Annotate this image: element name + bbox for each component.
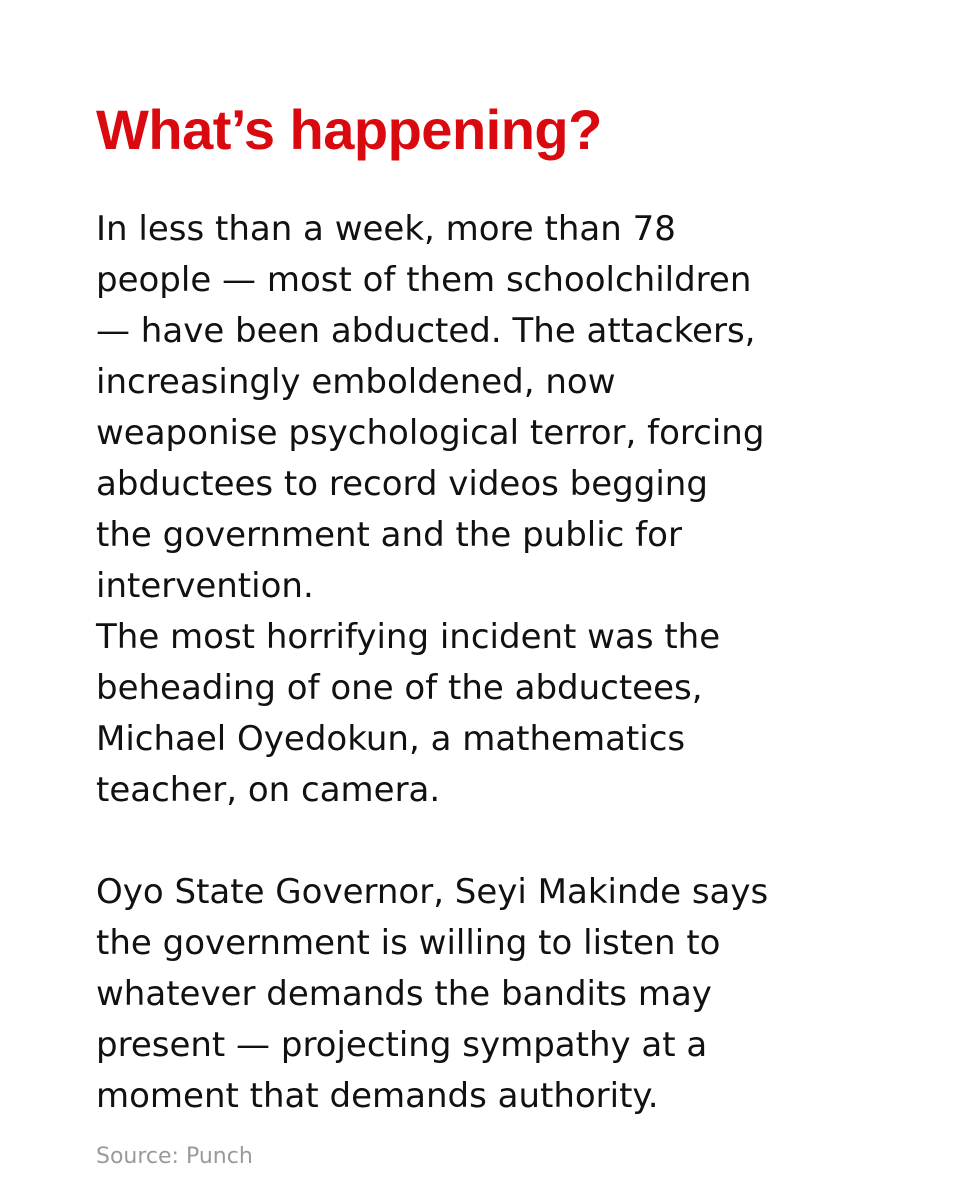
paragraph-line: teacher, on camera. [96, 770, 441, 810]
page-title: What’s happening? [96, 98, 602, 161]
paragraph-line: present — projecting sympathy at a [96, 1025, 708, 1065]
paragraph-line: intervention. [96, 566, 314, 606]
paragraph-beheading [96, 612, 876, 816]
paragraph-line: In less than a week, more than 78 [96, 209, 676, 249]
paragraph-line: Michael Oyedokun, a mathematics [96, 719, 686, 759]
paragraph-line: — have been abducted. The attackers, [96, 311, 756, 351]
paragraph-line: the government is willing to listen to [96, 923, 721, 963]
paragraph-line: Oyo State Governor, Seyi Makinde says [96, 872, 769, 912]
paragraph-line: abductees to record videos begging [96, 464, 708, 504]
article-body [96, 204, 876, 1122]
paragraph-line: The most horrifying incident was the [96, 617, 721, 657]
paragraph-line: beheading of one of the abductees, [96, 668, 703, 708]
paragraph-governor [96, 867, 876, 1122]
paragraph-line: whatever demands the bandits may [96, 974, 712, 1014]
paragraph-abductions [96, 204, 876, 612]
paragraph-line: people — most of them schoolchildren [96, 260, 752, 300]
paragraph-spacer [96, 816, 876, 867]
paragraph-line: weaponise psychological terror, forcing [96, 413, 765, 453]
paragraph-line: the government and the public for [96, 515, 682, 555]
paragraph-line: moment that demands authority. [96, 1076, 659, 1116]
source-credit: Source: Punch [96, 1144, 253, 1169]
paragraph-line: increasingly emboldened, now [96, 362, 616, 402]
